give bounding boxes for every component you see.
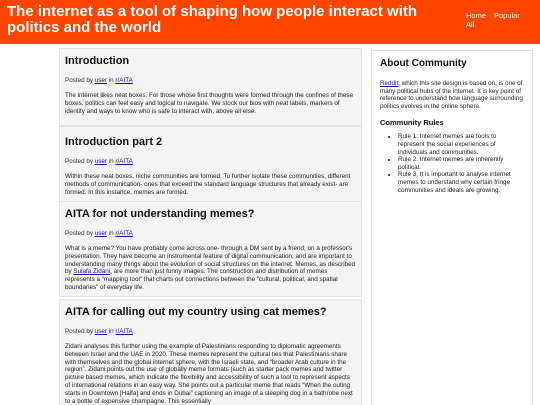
sulafa-zidani-link[interactable]: Sulafa Zidani xyxy=(73,268,111,276)
author-link[interactable]: user xyxy=(94,158,108,165)
body-text: , are more than just funny images. The construction and distribution of memes represents a “mapping tool” that charts out connections between the “cultural, political, and spatial boundaries” of everyday life. xyxy=(65,268,338,291)
rules-title: Community Rules xyxy=(380,118,444,128)
post-body xyxy=(65,245,356,292)
author-link[interactable]: user xyxy=(94,230,108,237)
post-meta xyxy=(65,158,356,166)
post-feed xyxy=(56,44,364,405)
reddit-link[interactable]: Reddit xyxy=(380,80,399,87)
post-body: Within these neat boxes, niche communities are formed. To further isolate these communities, different methods of communication- ones that exceed the standard language structures that already exist- are formed. In this instance, memes are formed. xyxy=(65,173,351,196)
meta-prefix: Posted by xyxy=(65,77,94,84)
community-link[interactable]: r/AITA xyxy=(115,328,133,335)
author-link[interactable]: user xyxy=(94,77,108,84)
community-link[interactable]: r/AITA xyxy=(115,158,133,165)
post-body: Zidani analyses this further using the example of Palestinians responding to diplomatic agreements between Israel and the UAE in 2020. These memes represent the cultural ties that Palestinians share with themselves and the global internet sphere, with the Israeli state, and “broader Arab culture in the region”. Zidani points out the use of globally meme formats (such as starter pack memes and twitter picture based memes, which indicate the flexibility and accessibility of such a tool to represent aspects of international relations in an easy way. She points out a particular meme that reads “When the outing starts in Downtown [Haifa] and ends in Dubai” captioning an image of a sleeping dog in a bathrobe next to a bottle of expensive champagne. This essentially xyxy=(65,343,353,405)
nav-popular-link[interactable]: Popular xyxy=(494,11,520,20)
about-description: , which this site design is based on, is one of many political hubs of the internet. It is key point of reference to understand how language surrounding politics evolves in the online sphere. xyxy=(380,80,523,110)
post-meta xyxy=(65,328,356,336)
site-title: The internet as a tool of shaping how people interact with politics and the world xyxy=(7,3,418,36)
meta-in: in xyxy=(108,328,114,335)
community-link[interactable]: r/AITA xyxy=(115,77,133,84)
meta-prefix: Posted by xyxy=(65,328,94,335)
meta-in: in xyxy=(108,230,114,237)
nav-all-link[interactable]: All xyxy=(466,20,475,29)
about-text xyxy=(380,80,524,110)
rules-list xyxy=(380,133,524,194)
community-link[interactable]: r/AITA xyxy=(115,230,133,237)
author-link[interactable]: user xyxy=(94,328,108,335)
sidebar-title: About Community xyxy=(380,58,467,69)
post-title[interactable]: AITA for not understanding memes? xyxy=(65,208,255,220)
post-meta xyxy=(65,77,356,85)
community-sidebar xyxy=(371,50,533,405)
nav-home-link[interactable]: Home xyxy=(466,11,487,20)
site-header xyxy=(0,0,540,44)
post-body: The internet likes neat boxes. For those whose first thoughts were formed through the confines of these boxes, politics can feel easy and logical to navigate. We stock our bios with neat labels, markers of identity and ways to know who is safe to interact with, above all else. xyxy=(65,92,354,115)
post-card xyxy=(59,48,362,126)
meta-prefix: Posted by xyxy=(65,230,94,237)
post-card xyxy=(59,201,362,297)
rule-item: • Rule 1: Internet memes are tools to represent the social experiences of individuals and communities. xyxy=(398,133,524,156)
meta-prefix: Posted by xyxy=(65,158,94,165)
post-card xyxy=(59,299,362,405)
rule-item: • Rule 2: Internet memes are inherently political. xyxy=(398,156,524,171)
post-title[interactable]: Introduction xyxy=(65,55,130,67)
rule-item: • Rule 3: It is important to analyse internet memes to understand why certain fringe communities and ideals are growing. xyxy=(398,171,524,194)
post-title[interactable]: AITA for calling out my country using cat memes? xyxy=(65,306,327,318)
meta-in: in xyxy=(108,158,114,165)
post-title[interactable]: Introduction part 2 xyxy=(65,136,163,148)
body-text: What is a meme? You have probably come across one- through a DM sent by a friend, on a professor's presentation. They have become an instrumental feature of digital communication, and are important to understanding many things about the evolution of social structures on the internet. Memes, as described by xyxy=(65,245,356,276)
post-meta xyxy=(65,230,356,238)
meta-in: in xyxy=(108,77,114,84)
